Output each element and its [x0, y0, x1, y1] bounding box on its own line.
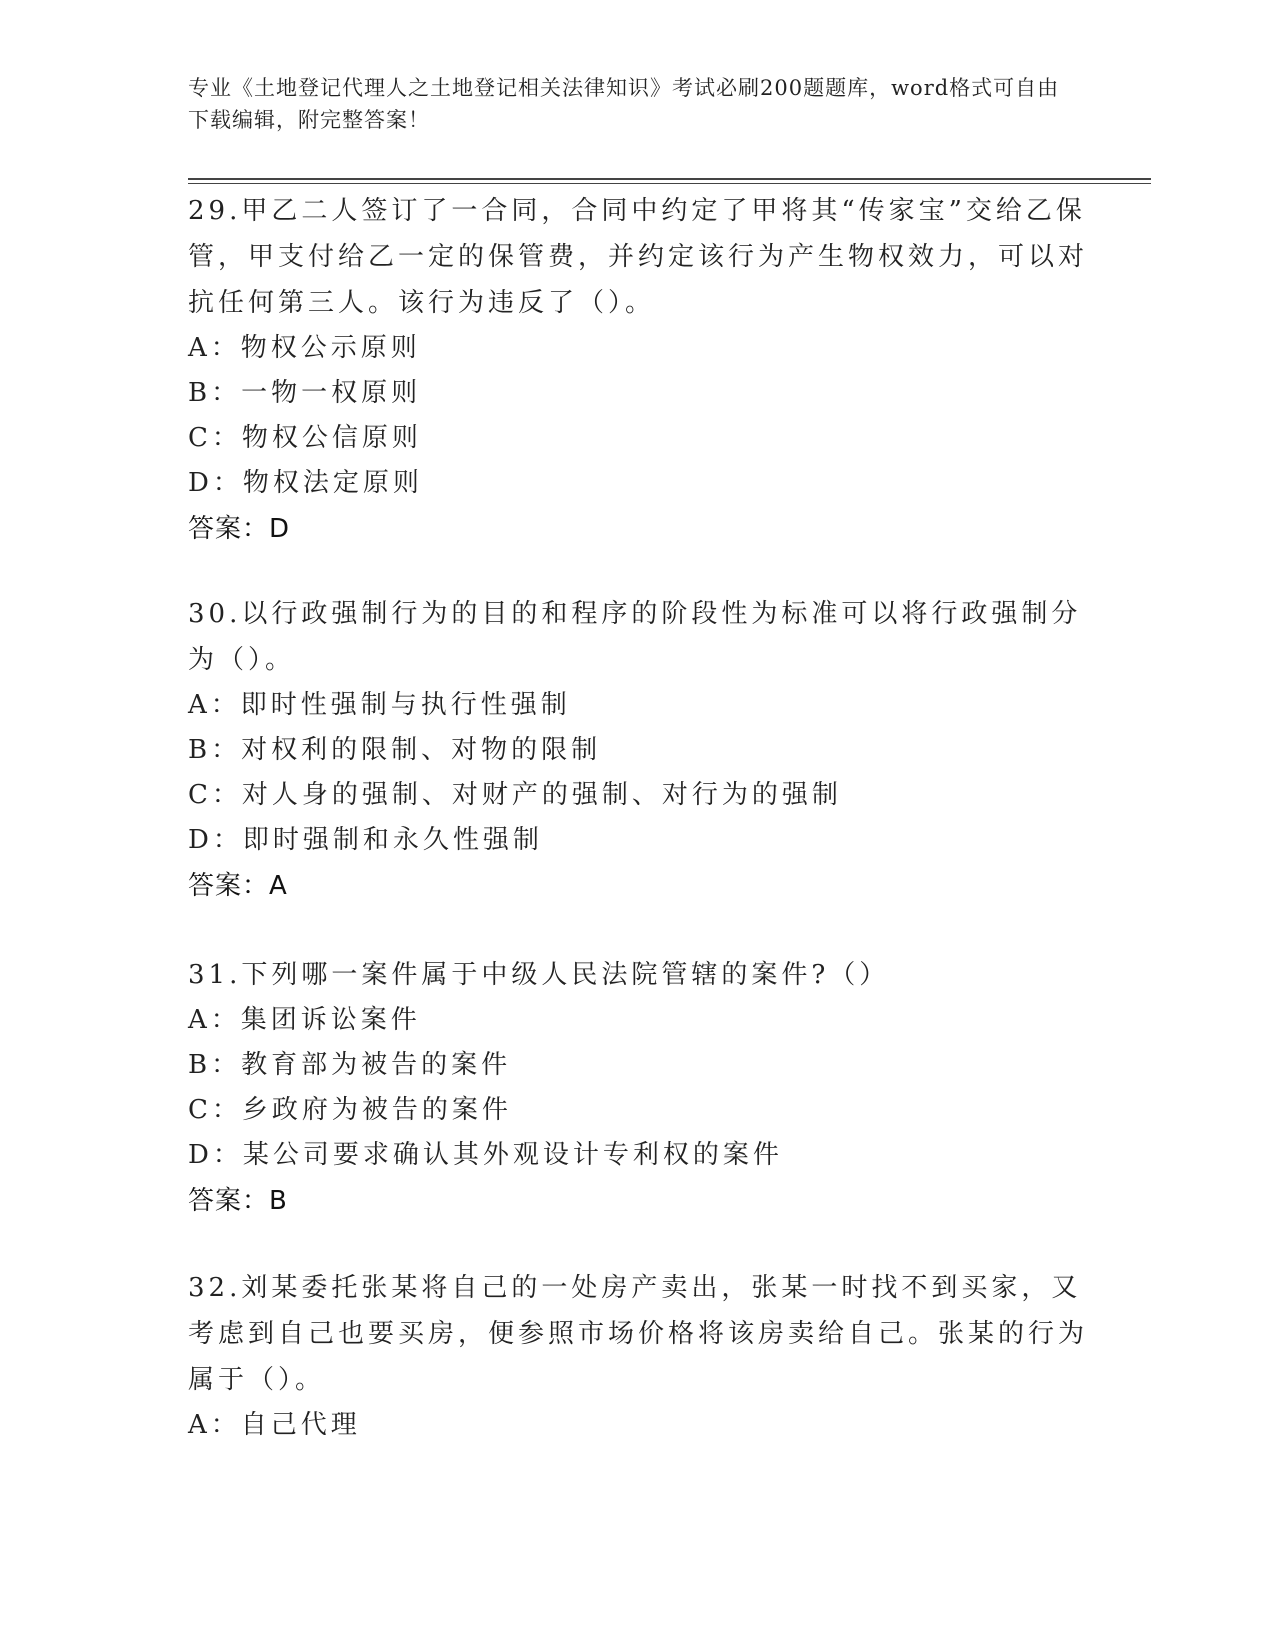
option-a: A：自己代理 [188, 1410, 361, 1440]
option-c: C：对人身的强制、对财产的强制、对行为的强制 [188, 780, 842, 810]
answer-line: 答案：A [188, 871, 288, 901]
question-stem: 32.刘某委托张某将自己的一处房产卖出，张某一时找不到买家，又考虑到自己也要买房，便参照市场价格将该房卖给自己。张某的行为属于（）。 [188, 1273, 1089, 1395]
header-divider-thin [188, 183, 1151, 184]
question-stem: 30.以行政强制行为的目的和程序的阶段性为标准可以将行政强制分为（）。 [188, 599, 1082, 675]
option-c: C：物权公信原则 [188, 423, 422, 453]
option-a: A：集团诉讼案件 [188, 1005, 421, 1035]
option-d: D：某公司要求确认其外观设计专利权的案件 [188, 1140, 783, 1170]
question-stem: 29.甲乙二人签订了一合同，合同中约定了甲将其“传家宝”交给乙保管，甲支付给乙一定的保管费，并约定该行为产生物权效力，可以对抗任何第三人。该行为违反了（）。 [188, 196, 1089, 318]
option-a: A：即时性强制与执行性强制 [188, 690, 571, 720]
question-32 [188, 1265, 1088, 1448]
question-31 [188, 952, 1088, 1224]
document-header: 专业《土地登记代理人之土地登记相关法律知识》考试必刷200题题库，word格式可自由下载编辑，附完整答案！ [188, 76, 1060, 132]
answer-line: 答案：D [188, 514, 291, 544]
option-a: A：物权公示原则 [188, 333, 421, 363]
option-b: B：教育部为被告的案件 [188, 1050, 512, 1080]
question-29 [188, 188, 1088, 552]
option-b: B：一物一权原则 [188, 378, 422, 408]
option-c: C：乡政府为被告的案件 [188, 1095, 512, 1125]
header-divider-thick [188, 178, 1151, 180]
option-d: D：物权法定原则 [188, 468, 423, 498]
option-d: D：即时强制和永久性强制 [188, 825, 543, 855]
answer-line: 答案：B [188, 1186, 288, 1216]
question-stem: 31.下列哪一案件属于中级人民法院管辖的案件?（） [188, 960, 890, 990]
option-b: B：对权利的限制、对物的限制 [188, 735, 602, 765]
question-30 [188, 591, 1088, 909]
